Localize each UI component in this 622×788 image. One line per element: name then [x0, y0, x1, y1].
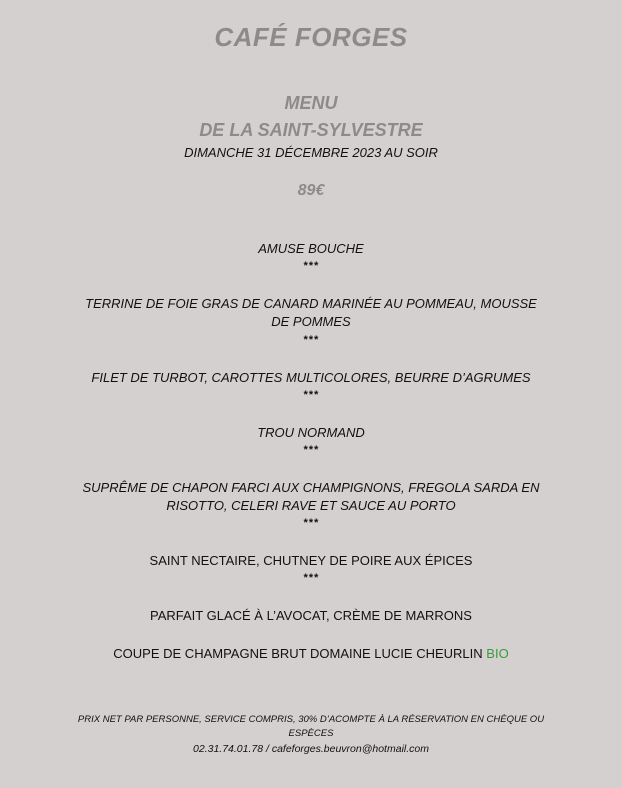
drink-line [0, 645, 622, 663]
menu-price: 89€ [297, 182, 325, 199]
separator: *** [303, 389, 319, 401]
drink-text: COUPE DE CHAMPAGNE BRUT DOMAINE LUCIE CHEURLIN [113, 646, 483, 661]
menu-title: MENU [284, 93, 338, 113]
separator: *** [303, 260, 319, 272]
course-turbot: FILET DE TURBOT, CAROTTES MULTICOLORES, BEURRE D’AGRUMES [91, 370, 531, 385]
course-trou-normand: TROU NORMAND [257, 425, 365, 440]
course-dessert: PARFAIT GLACÉ À L’AVOCAT, CRÈME DE MARRONS [150, 608, 472, 623]
course-chapon: SUPRÊME DE CHAPON FARCI AUX CHAMPIGNONS, FREGOLA SARDA EN RISOTTO, CELERI RAVE ET SAUCE AU PORTO [82, 480, 540, 513]
course-amuse-bouche: AMUSE BOUCHE [258, 241, 364, 256]
restaurant-name: CAFÉ FORGES [214, 22, 408, 52]
menu-date: DIMANCHE 31 DÉCEMBRE 2023 AU SOIR [184, 145, 438, 160]
footer-terms: PRIX NET PAR PERSONNE, SERVICE COMPRIS, 30% D’ACOMPTE À LA RÉSERVATION EN CHÈQUE OU ESPÈCES [77, 714, 545, 739]
separator: *** [303, 572, 319, 584]
bio-label: BIO [486, 646, 509, 661]
separator: *** [303, 334, 319, 346]
footer-contact: 02.31.74.01.78 / cafeforges.beuvron@hotmail.com [193, 743, 429, 755]
course-fromage: SAINT NECTAIRE, CHUTNEY DE POIRE AUX ÉPICES [149, 553, 473, 568]
separator: *** [303, 444, 319, 456]
course-terrine: TERRINE DE FOIE GRAS DE CANARD MARINÉE AU POMMEAU, MOUSSE DE POMMES [85, 296, 537, 329]
menu-subtitle: DE LA SAINT-SYLVESTRE [199, 120, 423, 140]
separator: *** [303, 517, 319, 529]
